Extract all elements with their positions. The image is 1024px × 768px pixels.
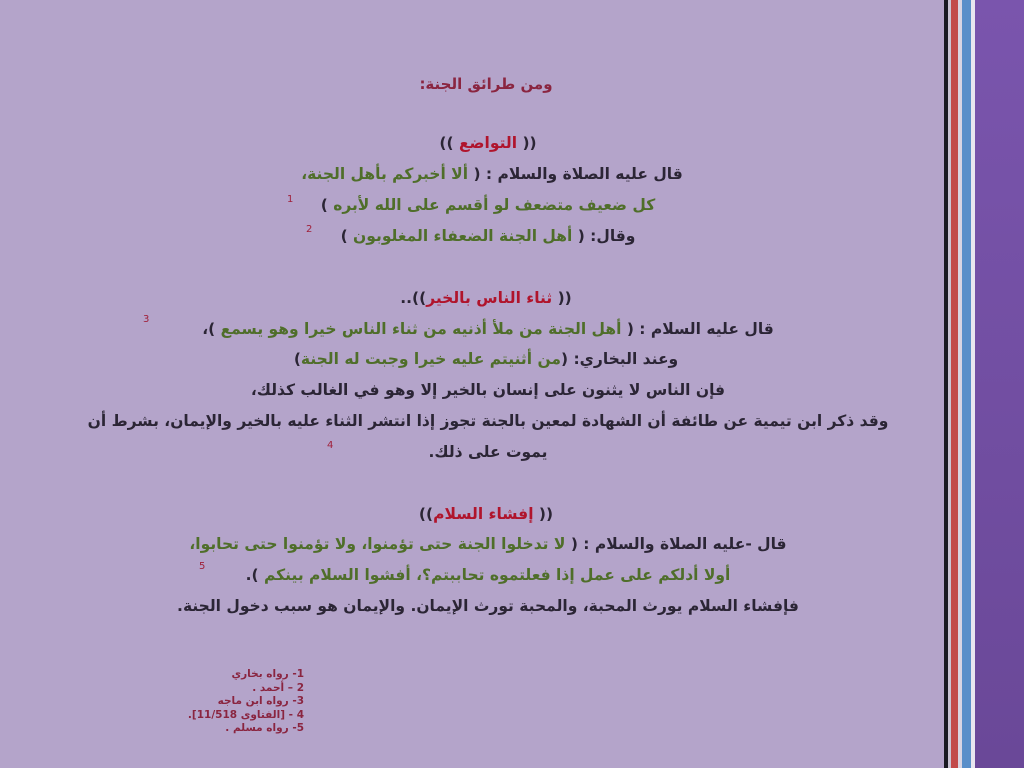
footnote-ref: 2: [306, 224, 313, 235]
hadith-quote: لا تدخلوا الجنة حتى تؤمنوا، ولا تؤمنوا حتى تحابوا،: [189, 535, 571, 553]
hadith-close: )،: [202, 320, 221, 338]
close-brackets: )): [418, 505, 434, 523]
hadith-close: ): [320, 196, 334, 214]
hadith-line: [202, 320, 774, 338]
hadith-line: [301, 165, 683, 183]
hadith-lead: وقال: (: [577, 227, 636, 245]
hadith-close: ): [340, 227, 354, 245]
hadith-lead: وعند البخاري: (: [561, 350, 679, 368]
section-title-text: إفشاء السلام: [433, 505, 539, 523]
body-text: يموت على ذلك.: [428, 443, 548, 461]
hadith-line: [321, 196, 656, 214]
open-brackets: ((: [538, 505, 554, 523]
open-brackets: ((: [522, 134, 537, 152]
hadith-close: ): [293, 350, 301, 368]
section-title-text: التواضع: [458, 134, 518, 152]
section-title-thana: [400, 289, 571, 307]
footnote-item: 4 - [الفتاوى 11/518].: [187, 708, 304, 721]
hadith-quote: من أثنيتم عليه خيرا وجبت له الجنة: [300, 350, 562, 368]
body-text: فإن الناس لا يثنون على إنسان بالخير إلا وهو في الغالب كذلك،: [250, 381, 726, 399]
slide-heading: ومن طرائق الجنة:: [419, 75, 553, 93]
footnotes-list: [150, 668, 304, 736]
section-title-tawadu: [439, 134, 536, 152]
body-text: وقد ذكر ابن تيمية عن طائفة أن الشهادة لمعين بالجنة تجوز إذا انتشر الثناء عليه بالخير والإيمان، بشرط أن: [87, 412, 889, 430]
hadith-quote: كل ضعيف متضعف لو أقسم على الله لأبره: [333, 196, 656, 214]
body-text: فإفشاء السلام يورث المحبة، والمحبة تورث الإيمان. والإيمان هو سبب دخول الجنة.: [177, 597, 799, 615]
hadith-lead: قال عليه الصلاة والسلام : (: [473, 165, 683, 183]
hadith-quote: أولا أدلكم على عمل إذا فعلتموه تحاببتم؟، أفشوا السلام بينكم: [263, 566, 731, 584]
hadith-line: [341, 227, 636, 245]
footnote-ref: 3: [143, 314, 150, 325]
section-title-text: ثناء الناس بالخير: [426, 289, 558, 307]
decor-stripe-bar: [975, 0, 1024, 768]
hadith-quote: أهل الجنة من ملأ أذنيه من ثناء الناس خيرا وهو يسمع: [220, 320, 627, 338]
hadith-lead: قال عليه السلام : (: [626, 320, 774, 338]
hadith-line: [294, 350, 678, 368]
hadith-line: [189, 535, 786, 553]
close-brackets: )): [439, 134, 454, 152]
close-brackets: ))..: [400, 289, 427, 307]
footnote-ref: 4: [327, 440, 334, 451]
decor-stripe: [951, 0, 958, 768]
footnote-ref: 1: [287, 194, 294, 205]
hadith-quote: ألا أخبركم بأهل الجنة،: [301, 165, 474, 183]
open-brackets: ((: [557, 289, 572, 307]
hadith-lead: قال -عليه الصلاة والسلام : (: [570, 535, 787, 553]
footnote-item: 1- رواه بخاري: [231, 668, 304, 680]
hadith-line: [246, 566, 731, 584]
footnote-ref: 5: [199, 561, 206, 572]
footnote-item: 3- رواه ابن ماجه: [217, 695, 304, 707]
hadith-quote: أهل الجنة الضعفاء المغلوبون: [353, 227, 578, 245]
footnote-item: 2 – أحمد .: [252, 681, 304, 694]
hadith-close: ).: [245, 566, 264, 584]
section-title-salam: [419, 505, 553, 523]
footnote-item: 5- رواه مسلم .: [225, 722, 304, 734]
decor-stripe: [962, 0, 971, 768]
